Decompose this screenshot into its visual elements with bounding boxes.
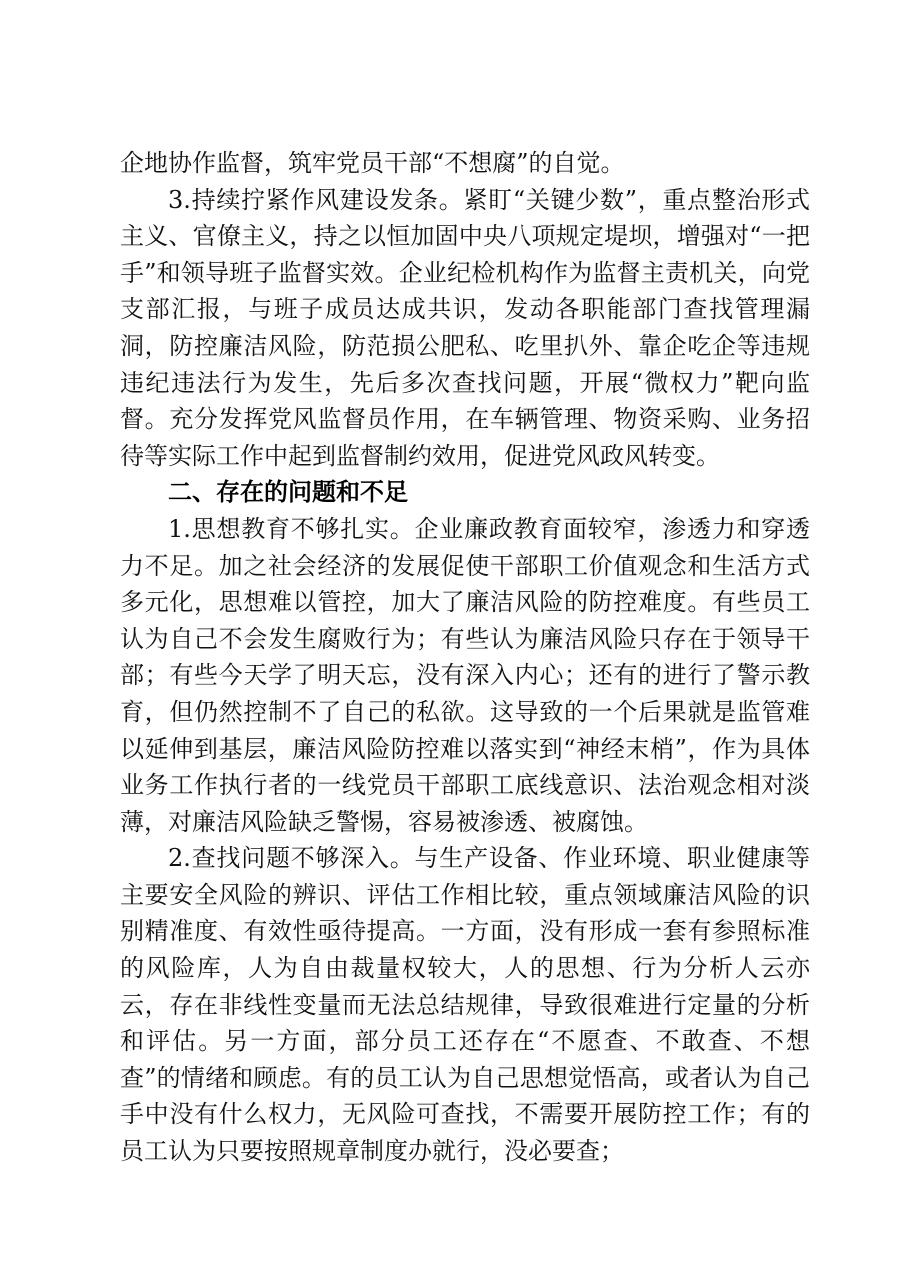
document-body (120, 145, 810, 1170)
paragraph-style-building: 3.持续拧紧作风建设发条。紧盯“关键少数”，重点整治形式主义、官僚主义，持之以恒加固中央八项规定堤坝，增强对“一把手”和领导班子监督实效。企业纪检机构作为监督主责机关，向党支部汇报，与班子成员达成共识，发动各职能部门查找管理漏洞，防控廉洁风险，防范损公肥私、吃里扒外、靠企吃企等违规违纪违法行为发生，先后多次查找问题，开展“微权力”靶向监督。充分发挥党风监督员作用，在车辆管理、物资采购、业务招待等实际工作中起到监督制约效用，促进党风政风转变。 (120, 185, 810, 470)
paragraph-continuation: 企地协作监督，筑牢党员干部“不想腐”的自觉。 (120, 149, 625, 177)
paragraph-problem-finding: 2.查找问题不够深入。与生产设备、作业环境、职业健康等主要安全风险的辨识、评估工作相比较，重点领域廉洁风险的识别精准度、有效性亟待提高。一方面，没有形成一套有参照标准的风险库，人为自由裁量权较大，人的思想、行为分析人云亦云，存在非线性变量而无法总结规律，导致很难进行定量的分析和评估。另一方面，部分员工还存在“不愿查、不敢查、不想查”的情绪和顾虑。有的员工认为自己思想觉悟高，或者认为自己手中没有什么权力，无风险可查找，不需要开展防控工作；有的员工认为只要按照规章制度办就行，没必要查； (120, 844, 810, 1166)
paragraph-ideological-education: 1.思想教育不够扎实。企业廉政教育面较窄，渗透力和穿透力不足。加之社会经济的发展促使干部职工价值观念和生活方式多元化，思想难以管控，加大了廉洁风险的防控难度。有些员工认为自己不会发生腐败行为；有些认为廉洁风险只存在于领导干部；有些今天学了明天忘，没有深入内心；还有的进行了警示教育，但仍然控制不了自己的私欲。这导致的一个后果就是监管难以延伸到基层，廉洁风险防控难以落实到“神经末梢”，作为具体业务工作执行者的一线党员干部职工底线意识、法治观念相对淡薄，对廉洁风险缺乏警惕，容易被渗透、被腐蚀。 (120, 514, 810, 836)
section-heading-problems: 二、存在的问题和不足 (168, 478, 408, 507)
